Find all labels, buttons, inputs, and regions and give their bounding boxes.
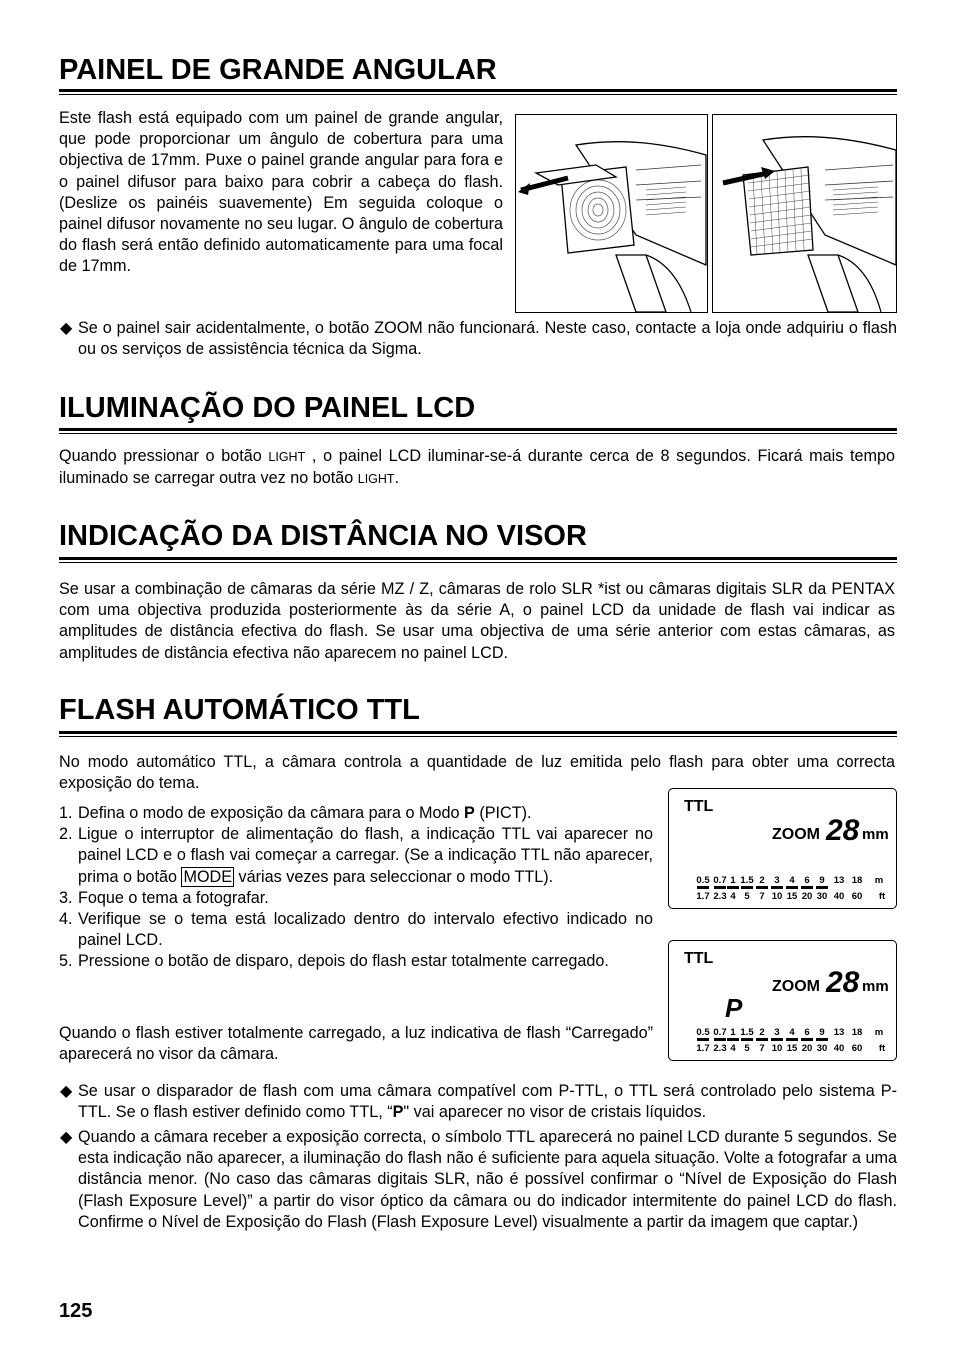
lcd-range-bar xyxy=(786,1038,798,1041)
lcd-scale-m-label: 0.5 xyxy=(696,1027,710,1038)
section-title-distance: INDICAÇÃO DA DISTÂNCIA NO VISOR xyxy=(59,520,587,552)
lcd-scale-m-label: 4 xyxy=(789,1027,795,1038)
list-item: 2. Ligue o interruptor de alimentação do flash, a indicação TTL vai aparecer no painel LCD e o flash vai começar a carregar. (Se a indicação TTL não aparecer, prima o botão MODE várias vezes para seleccionar o modo TTL). xyxy=(59,825,653,886)
lcd-range-bar xyxy=(714,886,726,889)
lcd-scale-m-label: 18 xyxy=(851,1027,863,1038)
diamond-bullet-icon: ◆ xyxy=(60,1082,73,1100)
lcd-scale-ft-label: 2.3 xyxy=(713,891,727,902)
lcd-scale-m-label: 13 xyxy=(833,1027,845,1038)
ttl-intro: No modo automático TTL, a câmara controla a quantidade de luz emitida pelo flash para obter uma correcta exposição do tema. xyxy=(59,753,895,793)
lcd-unit-m: m xyxy=(874,875,884,886)
lcd-range-bar xyxy=(697,886,709,889)
lcd-range-bar xyxy=(741,886,753,889)
heading-rule xyxy=(59,89,897,95)
lcd-scale-ft-label: 20 xyxy=(801,891,813,902)
lcd-scale-m-label: 18 xyxy=(851,875,863,886)
lcd-ttl-label: TTL xyxy=(684,798,714,815)
lcd-scale-m-label: 3 xyxy=(774,875,780,886)
lcd-scale-m-label: 9 xyxy=(819,1027,825,1038)
lcd-zoom-value: 28 xyxy=(826,966,860,999)
lcd-scale-ft-label: 40 xyxy=(833,1043,845,1054)
lcd-scale-m-label: 9 xyxy=(819,875,825,886)
section-title-ttl: FLASH AUTOMÁTICO TTL xyxy=(59,694,420,726)
lcd-scale-ft-label: 30 xyxy=(816,1043,828,1054)
distance-text: Se usar a combinação de câmaras da série MZ / Z, câmaras de rolo SLR *ist ou câmaras digitais SLR da PENTAX com uma objectiva produzida posteriormente às da série A, o painel LCD da unidade de flash vai indicar as amplitudes de distância efectiva do flash. Se usar uma objectiva de uma série anterior com estas câmaras, as amplitudes de distância efectiva não aparecem no painel LCD. xyxy=(59,580,895,662)
lcd-zoom-label: ZOOM xyxy=(772,826,820,843)
section-title-wide-panel: PAINEL DE GRANDE ANGULAR xyxy=(59,54,497,86)
lcd-scale-m-label: 1.5 xyxy=(740,1027,754,1038)
lcd-unit-ft: ft xyxy=(878,891,886,902)
lcd-range-bar xyxy=(727,886,739,889)
lcd-zoom-label: ZOOM xyxy=(772,978,820,995)
lcd-zoom-unit: mm xyxy=(862,826,889,843)
lcd-scale-ft-label: 60 xyxy=(851,891,863,902)
lcd-unit-ft: ft xyxy=(878,1043,886,1054)
lcd-scale-m-label: 0.7 xyxy=(713,875,727,886)
lcd-scale-m-label: 0.5 xyxy=(696,875,710,886)
lcd-scale-m-label: 6 xyxy=(804,1027,810,1038)
lcd-scale-ft-label: 40 xyxy=(833,891,845,902)
lcd-range-bar xyxy=(771,886,783,889)
lcd-range-bar xyxy=(714,1038,726,1041)
lcd-p-symbol: P xyxy=(725,993,743,1023)
ttl-steps-list xyxy=(59,803,653,973)
lcd-scale-ft-label: 5 xyxy=(744,891,750,902)
lcd-scale-m-label: 4 xyxy=(789,875,795,886)
list-item: 1. Defina o modo de exposição da câmara para o Modo P (PICT). xyxy=(59,804,532,822)
list-item: 5. Pressione o botão de disparo, depois do flash estar totalmente carregado. xyxy=(59,952,609,971)
lcd-scale-ft-label: 2.3 xyxy=(713,1043,727,1054)
heading-rule xyxy=(59,731,897,737)
flash-wide-panel-illustration xyxy=(515,114,708,313)
lcd-scale-ft-label: 1.7 xyxy=(696,1043,710,1054)
lcd-scale-m-label: 2 xyxy=(759,1027,765,1038)
wide-panel-text: Este flash está equipado com um painel de grande angular, que pode proporcionar um ângulo de cobertura para uma objectiva de 17mm. Puxe o painel grande angular para fora e o painel difusor para baixo para cobrir a cabeça do flash. (Deslize os painéis suavemente) Em seguida coloque o painel difusor novamente no seu lugar. O ângulo de cobertura do flash será então definido automaticamente para uma focal de 17mm. xyxy=(59,109,503,276)
lcd-scale-ft-label: 30 xyxy=(816,891,828,902)
bullet-note: ◆ Quando a câmara receber a exposição correcta, o símbolo TTL aparecerá no painel LCD durante 5 segundos. Se esta indicação não aparecer, a iluminação do flash não é suficiente para aquela situação. Volte a fotografar a uma distância menor. (No caso das câmaras digitais SLR, não é possível confirmar o “Nível de Exposição do Flash (Flash Exposure Level)” a partir do visor óptico da câmara ou do indicador intermitente do painel LCD do flash. Confirme o Nível de Exposição do Flash (Flash Exposure Level) visualmente a partir da imagem que captar.) xyxy=(60,1128,897,1231)
lcd-scale-m-label: 2 xyxy=(759,875,765,886)
lcd-scale-ft-label: 4 xyxy=(730,1043,736,1054)
lcd-scale-ft-label: 15 xyxy=(786,891,798,902)
flash-diffuser-illustration xyxy=(712,114,897,313)
lcd-range-bar xyxy=(816,886,828,889)
lcd-scale-m-label: 1 xyxy=(730,1027,736,1038)
lcd-scale-ft-label: 1.7 xyxy=(696,891,710,902)
mode-button-label: MODE xyxy=(183,867,233,886)
lcd-scale-ft-label: 15 xyxy=(786,1043,798,1054)
lcd-scale-m-label: 6 xyxy=(804,875,810,886)
heading-rule xyxy=(59,557,897,563)
lcd-zoom-value: 28 xyxy=(826,814,860,847)
lcd-range-bar xyxy=(756,886,768,889)
section-title-lcd-light: ILUMINAÇÃO DO PAINEL LCD xyxy=(59,392,476,424)
lcd-range-bar xyxy=(741,1038,753,1041)
lcd-light-text: Quando pressionar o botão LIGHT , o painel LCD iluminar-se-á durante cerca de 8 segundos. Ficará mais tempo iluminado se carregar outra vez no botão LIGHT. xyxy=(59,447,895,488)
lcd-scale-ft-label: 10 xyxy=(771,891,783,902)
lcd-zoom-unit: mm xyxy=(862,978,889,995)
lcd-scale-m-label: 1 xyxy=(730,875,736,886)
lcd-unit-m: m xyxy=(874,1027,884,1038)
lcd-range-bar xyxy=(816,1038,828,1041)
list-item: 4. Verifique se o tema está localizado dentro do intervalo efectivo indicado no painel LCD. xyxy=(59,910,653,950)
lcd-range-bar xyxy=(697,1038,709,1041)
lcd-range-bar xyxy=(756,1038,768,1041)
lcd-scale-ft-label: 5 xyxy=(744,1043,750,1054)
lcd-scale-m-label: 13 xyxy=(833,875,845,886)
bullet-note: ◆ Se usar o disparador de flash com uma câmara compatível com P-TTL, o TTL será controlado pelo sistema P-TTL. Se o flash estiver definido como TTL, “P" vai aparecer no visor de cristais líquidos. xyxy=(60,1082,897,1122)
lcd-panel-ttl-p xyxy=(668,940,897,1061)
lcd-scale-m-label: 3 xyxy=(774,1027,780,1038)
lcd-range-bar xyxy=(771,1038,783,1041)
lcd-scale-ft-label: 4 xyxy=(730,891,736,902)
page-number: 125 xyxy=(59,1300,93,1322)
diamond-bullet-icon: ◆ xyxy=(60,1128,73,1146)
lcd-scale-ft-label: 60 xyxy=(851,1043,863,1054)
lcd-scale-ft-label: 10 xyxy=(771,1043,783,1054)
lcd-scale-ft-label: 7 xyxy=(759,891,765,902)
lcd-scale-m-label: 1.5 xyxy=(740,875,754,886)
bullet-note: ◆ Se o painel sair acidentalmente, o botão ZOOM não funcionará. Neste caso, contacte a loja onde adquiriu o flash ou os serviços de assistência técnica da Sigma. xyxy=(60,319,897,359)
lcd-range-bar xyxy=(786,886,798,889)
diamond-bullet-icon: ◆ xyxy=(60,319,73,337)
lcd-range-bar xyxy=(801,886,813,889)
light-button-label: LIGHT xyxy=(268,450,306,464)
heading-rule xyxy=(59,428,897,434)
lcd-panel-ttl xyxy=(668,788,897,909)
lcd-range-bar xyxy=(727,1038,739,1041)
list-item: 3. Foque o tema a fotografar. xyxy=(59,888,269,907)
lcd-scale-ft-label: 20 xyxy=(801,1043,813,1054)
ttl-after-text: Quando o flash estiver totalmente carregado, a luz indicativa de flash “Carregado” aparecerá no visor da câmara. xyxy=(59,1024,653,1064)
light-button-label: LIGHT xyxy=(357,472,395,487)
lcd-range-bar xyxy=(801,1038,813,1041)
lcd-scale-ft-label: 7 xyxy=(759,1043,765,1054)
lcd-scale-m-label: 0.7 xyxy=(713,1027,727,1038)
lcd-ttl-label: TTL xyxy=(684,950,714,967)
